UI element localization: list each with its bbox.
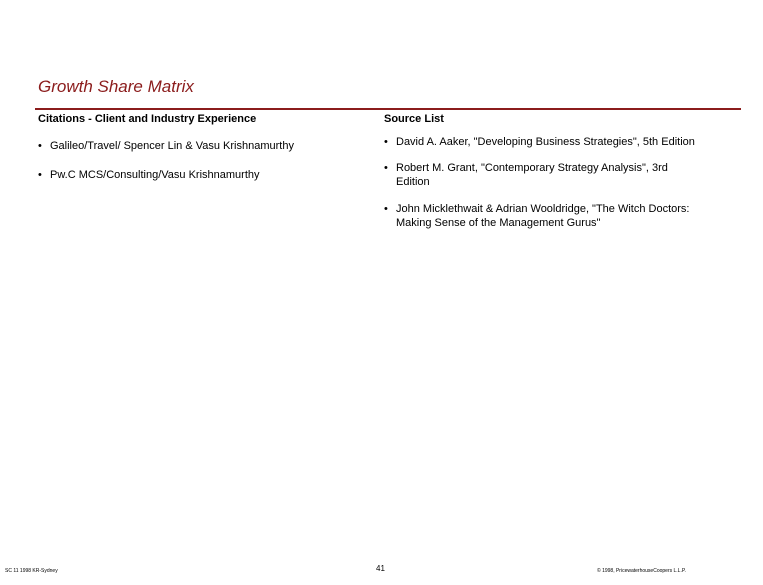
footer-document-code: SC 11 1998 KR-Sydney	[5, 568, 58, 574]
source-item	[384, 161, 668, 189]
citation-text: Galileo/Travel/ Spencer Lin & Vasu Krishnamurthy	[50, 140, 294, 152]
citation-item	[38, 139, 294, 153]
citations-heading: Citations - Client and Industry Experience	[38, 113, 257, 125]
source-list-heading: Source List	[384, 113, 444, 125]
citation-item	[38, 168, 260, 182]
bullet-icon: •	[384, 162, 388, 174]
bullet-icon: •	[384, 203, 388, 215]
copyright-notice: © 1998, PricewaterhouseCoopers L.L.P.	[597, 568, 686, 574]
bullet-icon: •	[384, 136, 388, 148]
bullet-icon: •	[38, 169, 42, 181]
source-text: Robert M. Grant, "Contemporary Strategy Analysis", 3rd Edition	[396, 162, 668, 188]
page-number: 41	[376, 564, 385, 573]
title-divider	[35, 108, 741, 110]
source-item	[384, 135, 695, 149]
source-text: John Micklethwait & Adrian Wooldridge, "The Witch Doctors: Making Sense of the Management Gurus"	[396, 203, 690, 229]
bullet-icon: •	[38, 140, 42, 152]
citation-text: Pw.C MCS/Consulting/Vasu Krishnamurthy	[50, 169, 260, 181]
page-title: Growth Share Matrix	[38, 77, 194, 96]
source-item	[384, 202, 690, 230]
source-text: David A. Aaker, "Developing Business Strategies", 5th Edition	[396, 136, 695, 148]
